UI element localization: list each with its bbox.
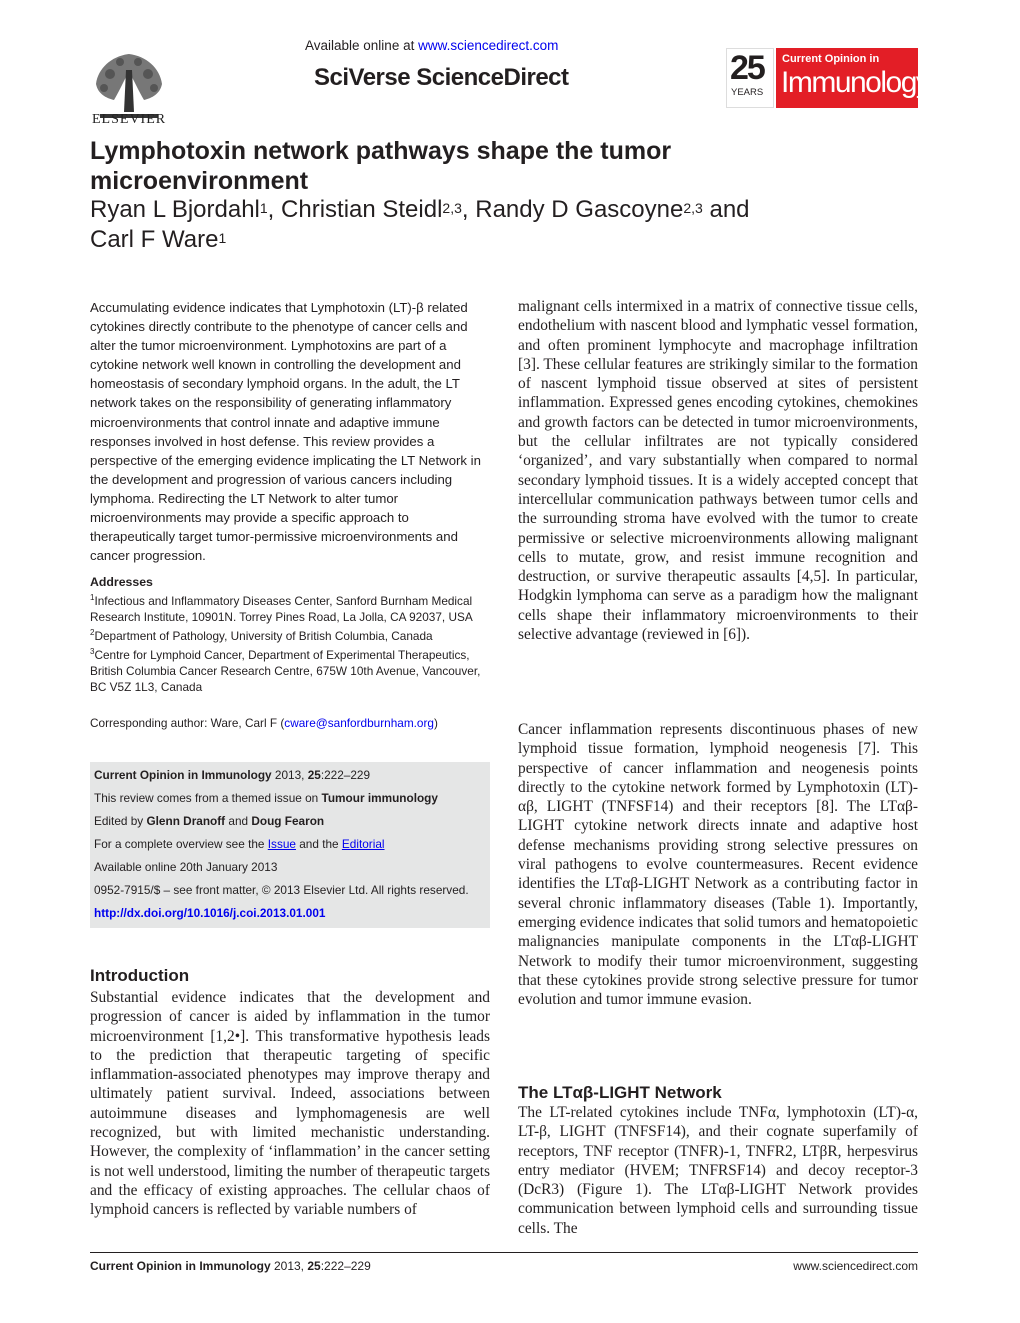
author-separator: and xyxy=(702,196,750,223)
infobox-available: Available online 20th January 2013 xyxy=(94,860,278,874)
infobox-volume: 25 xyxy=(307,768,321,782)
article-title: Lymphotoxin network pathways shape the tumor microenvironment xyxy=(90,137,672,195)
footer-pages: :222–229 xyxy=(320,1259,371,1273)
footer-divider xyxy=(90,1252,918,1253)
infobox-theme xyxy=(94,791,438,805)
issue-link[interactable]: Issue xyxy=(267,837,296,851)
doi-link[interactable]: http://dx.doi.org/10.1016/j.coi.2013.01.001 xyxy=(94,906,326,920)
journal-name-block xyxy=(776,48,930,108)
article-info-box xyxy=(90,762,490,928)
author-name: Carl F Ware xyxy=(90,226,219,253)
addresses-block xyxy=(90,574,490,695)
available-online-prefix: Available online at xyxy=(305,38,419,53)
body-paragraph: The LT-related cytokines include TNFα, lymphotoxin (LT)-α, LT-β, LIGHT (TNFSF14), and their cognate superfamily of receptors, TNF receptor (TNFR)-1, TNFR2, LTβR, herpesvirus entry mediator (HVEM; TNFRSF14) and decoy receptor-3 (DcR3) (Figure 1). The LTαβ-LIGHT Network provides communication between lymphoid cells and surrounding tissue cells. The xyxy=(518,1104,918,1237)
publisher-name: ELSEVIER xyxy=(92,112,167,127)
address-text: Centre for Lymphoid Cancer, Department of Experimental Therapeutics, British Columbia Cancer Research Centre, 675W 10th Avenue, Vancouver, BC V5Z 1L3, Canada xyxy=(90,647,481,694)
address-text: Infectious and Inflammatory Diseases Center, Sanford Burnham Medical Research Institute, 10901N. Torrey Pines Road, La Jolla, CA 92037, USA xyxy=(90,593,473,624)
footer-url[interactable]: www.sciencedirect.com xyxy=(793,1259,918,1273)
address-number: 1 xyxy=(90,593,95,602)
footer-citation xyxy=(90,1259,371,1273)
introduction-text: Substantial evidence indicates that the development and progression of cancer is aided by inflammation in the tumor microenvironment [1,2•]. This transformative hypothesis leads to the prediction that therapeutic targeting of specific inflammation-associated phenotypes may improve therapy and ultimately patient survival. Indeed, associations between autoimmune diseases and lymphomagenesis are well recognized, but with limited mechanistic understanding. However, the complexity of ‘inflammation’ in the cancer setting is not well understood, limiting the number of therapeutic targets and the efficacy of existing approaches. The cellular chaos of lymphoid cancers is reflected by variable numbers of xyxy=(90,989,490,1219)
corresponding-author xyxy=(90,716,490,730)
addresses-heading: Addresses xyxy=(90,575,153,589)
available-online-line xyxy=(305,38,558,53)
author-separator: , xyxy=(267,196,282,223)
infobox-overview xyxy=(94,837,385,851)
author-affiliation[interactable]: 2,3 xyxy=(683,200,703,216)
infobox-overview-mid: and the xyxy=(295,837,342,851)
infobox-year: 2013, xyxy=(271,768,308,782)
body-paragraph: malignant cells intermixed in a matrix of connective tissue cells, endothelium with nascent blood and lymphatic vessel formation, and often prominent lymphocyte and macrophage infiltration [3]. These cellular features are strikingly similar to the formation of nascent lymphoid tissue observed at sites of persistent inflammation. Expressed genes encoding cytokines, chemokines and growth factors can be detected in tumor microenvironments, but the cellular infiltrates are not typically considered ‘organized’, and vary substantially when compared to normal secondary lymphoid tissues. It is a widely accepted concept that intercellular communication pathways between tumor cells and the surrounding stroma have evolved with the tumor to create permissive or selective microenvironments allowing malignant cells to mutate, grow, and resist immune recognition and destruction, or survive therapeutic assaults [4,5]. In particular, Hodgkin lymphoma can serve as a paradigm how the malignant cells shape their inflammatory microenvironments to their selective advantage (reviewed in [6]). xyxy=(518,298,918,644)
platform-name: SciVerse ScienceDirect xyxy=(314,64,569,91)
abstract: Accumulating evidence indicates that Lymphotoxin (LT)-β related cytokines directly contribute to the phenotype of cancer cells and alter the tumor microenvironment. Lymphotoxins are part of a cytokine network well known in controlling the development and homeostasis of secondary lymphoid organs. In the adult, the LT network takes on the responsibility of generating inflammatory microenvironments that control innate and adaptive immune responses involved in host defense. This review provides a perspective of the emerging evidence implicating the LT Network in the development and progression of various cancers including lymphoma. Redirecting the LT Network to alter tumor microenvironments may provide a specific approach to therapeutically target tumor-permissive microenvironments and cancer progression. xyxy=(90,300,481,564)
address-number: 2 xyxy=(90,627,95,637)
infobox-editor: Doug Fearon xyxy=(251,814,325,828)
address-item xyxy=(90,625,490,644)
infobox-editors xyxy=(94,814,324,828)
infobox-editor-and: and xyxy=(225,814,252,828)
author-affiliation[interactable]: 1 xyxy=(218,230,227,246)
journal-name-line1: Current Opinion in xyxy=(782,53,880,65)
footer-year: 2013, xyxy=(270,1259,308,1273)
address-item xyxy=(90,644,490,695)
address-number: 3 xyxy=(90,646,95,656)
infobox-theme-prefix: This review comes from a themed issue on xyxy=(94,791,322,805)
author-name: Christian Steidl xyxy=(281,196,443,223)
journal-logo xyxy=(726,48,930,108)
infobox-journal: Current Opinion in Immunology xyxy=(94,768,272,782)
infobox-overview-prefix: For a complete overview see the xyxy=(94,837,268,851)
author-list xyxy=(90,195,850,255)
infobox-edited-prefix: Edited by xyxy=(94,814,147,828)
body-paragraph: Cancer inflammation represents discontinuous phases of new lymphoid tissue formation, lymphoid neogenesis [7]. This perspective of cancer inflammation and neogenesis points directly to the cytokine network formed by Lymphotoxin (LT)-αβ, LIGHT (TNFSF14) and their receptors [8]. The LTαβ-LIGHT cytokine network directs innate and adaptive host defense mechanisms providing strong selective pressures on viral pathogens to evolve countermeasures. Recent evidence identifies the LTαβ-LIGHT Network as a contributing factor in several chronic inflammatory diseases (Table 1). Importantly, emerging evidence indicates that solid tumors and hematopoietic malignancies manipulate components in the LTαβ-LIGHT Network to modify their tumor microenvironment, suggesting that these cytokines provide strong selective pressure for tumor evolution and tumor immune evasion. xyxy=(518,721,918,1009)
anniversary-number: 25 xyxy=(730,49,764,87)
infobox-editor: Glenn Dranoff xyxy=(146,814,226,828)
author-affiliation[interactable]: 1 xyxy=(259,200,268,216)
address-item xyxy=(90,590,490,625)
author-name: Randy D Gascoyne xyxy=(475,196,684,223)
address-text: Department of Pathology, University of British Columbia, Canada xyxy=(94,628,433,643)
infobox-copyright: 0952-7915/$ – see front matter, © 2013 Elsevier Ltd. All rights reserved. xyxy=(94,883,469,897)
editorial-link[interactable]: Editorial xyxy=(341,837,385,851)
footer-volume: 25 xyxy=(307,1259,321,1273)
section-heading-lt-network: The LTαβ-LIGHT Network xyxy=(518,1083,722,1102)
infobox-theme-name: Tumour immunology xyxy=(321,791,438,805)
infobox-citation xyxy=(94,768,370,782)
anniversary-badge xyxy=(726,48,774,108)
corresponding-email-link[interactable]: cware@sanfordburnham.org xyxy=(284,716,434,730)
author-name: Ryan L Bjordahl xyxy=(90,196,260,223)
author-affiliation[interactable]: 2,3 xyxy=(442,200,462,216)
journal-name-line2: Immunology xyxy=(781,66,930,99)
infobox-pages: :222–229 xyxy=(320,768,371,782)
corresponding-prefix: Corresponding author: Ware, Carl F ( xyxy=(90,716,285,730)
introduction-heading: Introduction xyxy=(90,966,190,985)
sciencedirect-link[interactable]: www.sciencedirect.com xyxy=(418,38,559,53)
footer-journal: Current Opinion in Immunology xyxy=(90,1259,271,1273)
anniversary-label: YEARS xyxy=(731,87,764,98)
corresponding-suffix: ) xyxy=(433,716,438,730)
author-separator: , xyxy=(461,196,476,223)
